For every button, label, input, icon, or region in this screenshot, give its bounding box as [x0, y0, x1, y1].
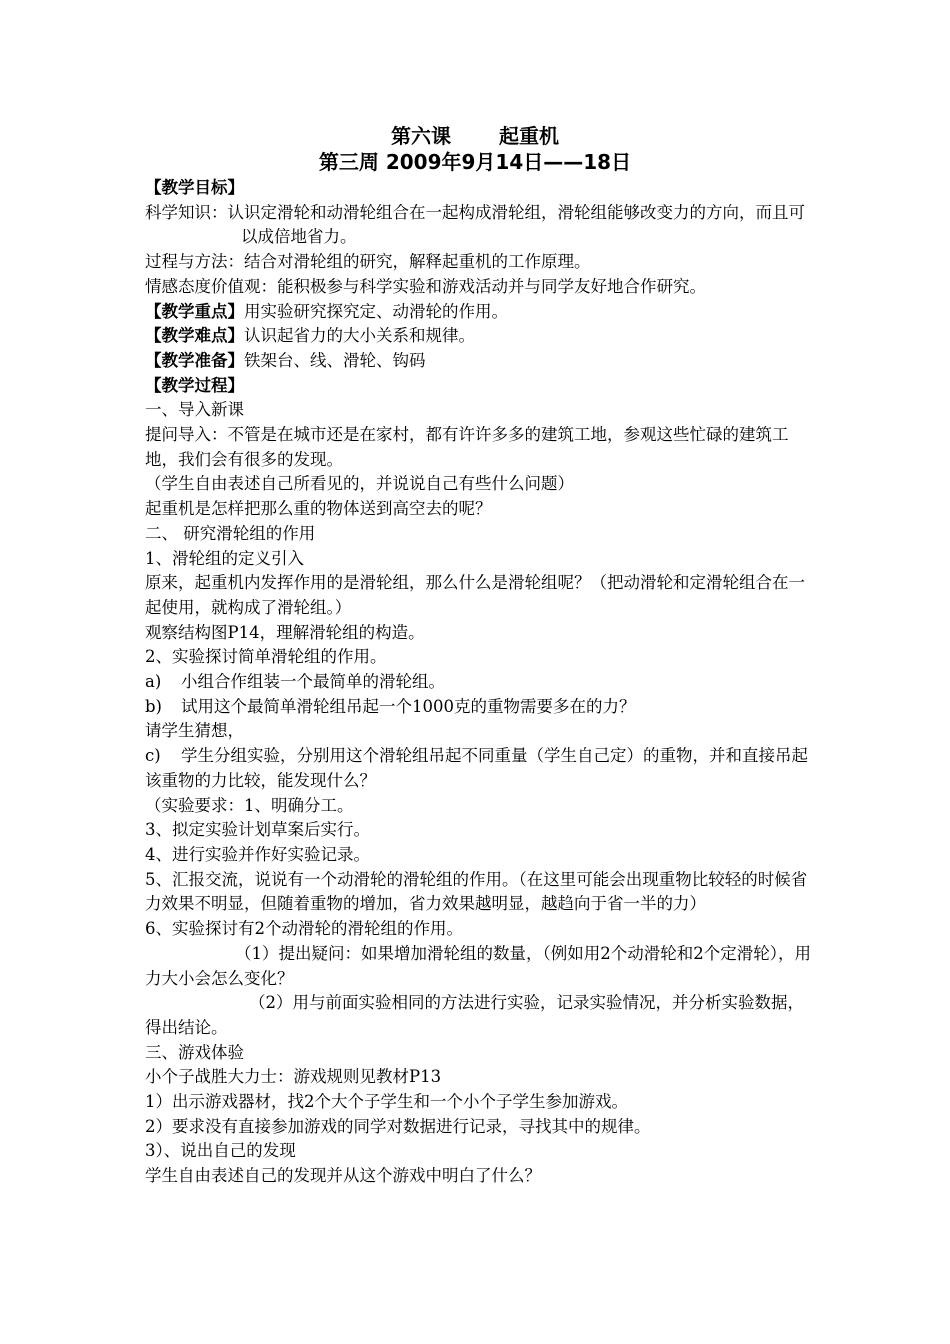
guess-prompt: 请学生猜想， [145, 721, 244, 741]
step2-title: 2、实验探讨简单滑轮组的作用。 [145, 647, 387, 667]
goal-attitude: 情感态度价值观：能积极参与科学实验和游戏活动并与同学友好地合作研究。 [145, 276, 706, 296]
goals-heading: 【教学目标】 [145, 178, 244, 197]
process-heading: 【教学过程】 [145, 375, 244, 395]
item-c-label: c) [145, 746, 161, 766]
part1-heading: 一、导入新课 [145, 400, 244, 420]
difficulty-label: 【教学难点】 [145, 326, 244, 346]
prep-text: 铁架台、线、滑轮、钩码 [244, 350, 426, 370]
experiment-requirement: （实验要求：1、明确分工。 [145, 795, 354, 815]
lesson-title [0, 122, 950, 150]
part1-note: （学生自由表述自己所看见的，并说说自己有些什么问题） [145, 474, 574, 494]
key-label: 【教学重点】 [145, 301, 244, 321]
game-step3: 3）、说出自己的发现 [145, 1141, 296, 1161]
prep-label: 【教学准备】 [145, 350, 244, 370]
lesson-date: 第三周 2009年9月14日——18日 [318, 150, 632, 174]
game-closing: 学生自由表述自己的发现并从这个游戏中明白了什么？ [145, 1166, 541, 1186]
step1-text: 原来，起重机内发挥作用的是滑轮组，那么什么是滑轮组呢？（把动滑轮和定滑轮组合在一起使用，就构成了滑轮组。） [145, 573, 805, 617]
document-body [145, 176, 815, 1189]
game-step1: 1）出示游戏器材，找2个大个子学生和一个小个子学生参加游戏。 [145, 1092, 628, 1112]
preparation [145, 349, 815, 374]
difficulty-points [145, 324, 815, 349]
key-text: 用实验研究探究定、动滑轮的作用。 [244, 301, 508, 321]
item-b [145, 695, 815, 720]
game-step2: 2）要求没有直接参加游戏的同学对数据进行记录，寻找其中的规律。 [145, 1116, 651, 1136]
key-points [145, 300, 815, 325]
part2-heading: 二、 研究滑轮组的作用 [145, 523, 316, 543]
step4: 4、进行实验并作好实验记录。 [145, 844, 370, 864]
step5: 5、汇报交流，说说有一个动滑轮的滑轮组的作用。（在这里可能会出现重物比较轻的时候省力效果不明显，但随着重物的增加，省力效果越明显，越趋向于省一半的力） [145, 869, 808, 914]
item-b-text: 试用这个最简单滑轮组吊起一个1000克的重物需要多在的力？ [181, 696, 636, 716]
item-a [145, 670, 815, 695]
lesson-name: 起重机 [499, 124, 559, 148]
step3: 3、拟定实验计划草案后实行。 [145, 820, 370, 840]
item-c [145, 744, 815, 793]
step1-observe: 观察结构图P14，理解滑轮组的构造。 [145, 622, 425, 642]
item-a-label: a) [145, 672, 162, 692]
part1-question: 提问导入：不管是在城市还是在家村，都有许许多多的建筑工地，参观这些忙碌的建筑工地，我们会有很多的发现。 [145, 425, 789, 469]
step1-title: 1、滑轮组的定义引入 [145, 548, 304, 568]
item-b-label: b) [145, 696, 162, 716]
part1-closing: 起重机是怎样把那么重的物体送到高空去的呢？ [145, 499, 492, 519]
item-a-text: 小组合作组装一个最简单的滑轮组。 [181, 672, 445, 692]
part3-heading: 三、游戏体验 [145, 1042, 244, 1062]
step6: 6、实验探讨有2个动滑轮的滑轮组的作用。 [145, 919, 463, 939]
game-title: 小个子战胜大力士：游戏规则见教材P13 [145, 1067, 442, 1087]
goal-knowledge: 科学知识：认识定滑轮和动滑轮组合在一起构成滑轮组，滑轮组能够改变力的方向，而且可以成倍地省力。 [145, 202, 805, 247]
step6-sub2: （2）用与前面实验相同的方法进行实验，记录实验情况，并分析实验数据，得出结论。 [145, 993, 804, 1037]
item-c-text: 学生分组实验，分别用这个滑轮组吊起不同重量（学生自己定）的重物，并和直接吊起该重物的力比较，能发现什么？ [145, 746, 808, 790]
goal-process: 过程与方法：结合对滑轮组的研究，解释起重机的工作原理。 [145, 252, 591, 272]
step6-sub1: （1）提出疑问：如果增加滑轮组的数量，（例如用2个动滑轮和2个定滑轮），用力大小会怎么变化？ [145, 943, 811, 988]
difficulty-text: 认识起省力的大小关系和规律。 [244, 326, 475, 346]
lesson-number: 第六课 [391, 124, 451, 148]
